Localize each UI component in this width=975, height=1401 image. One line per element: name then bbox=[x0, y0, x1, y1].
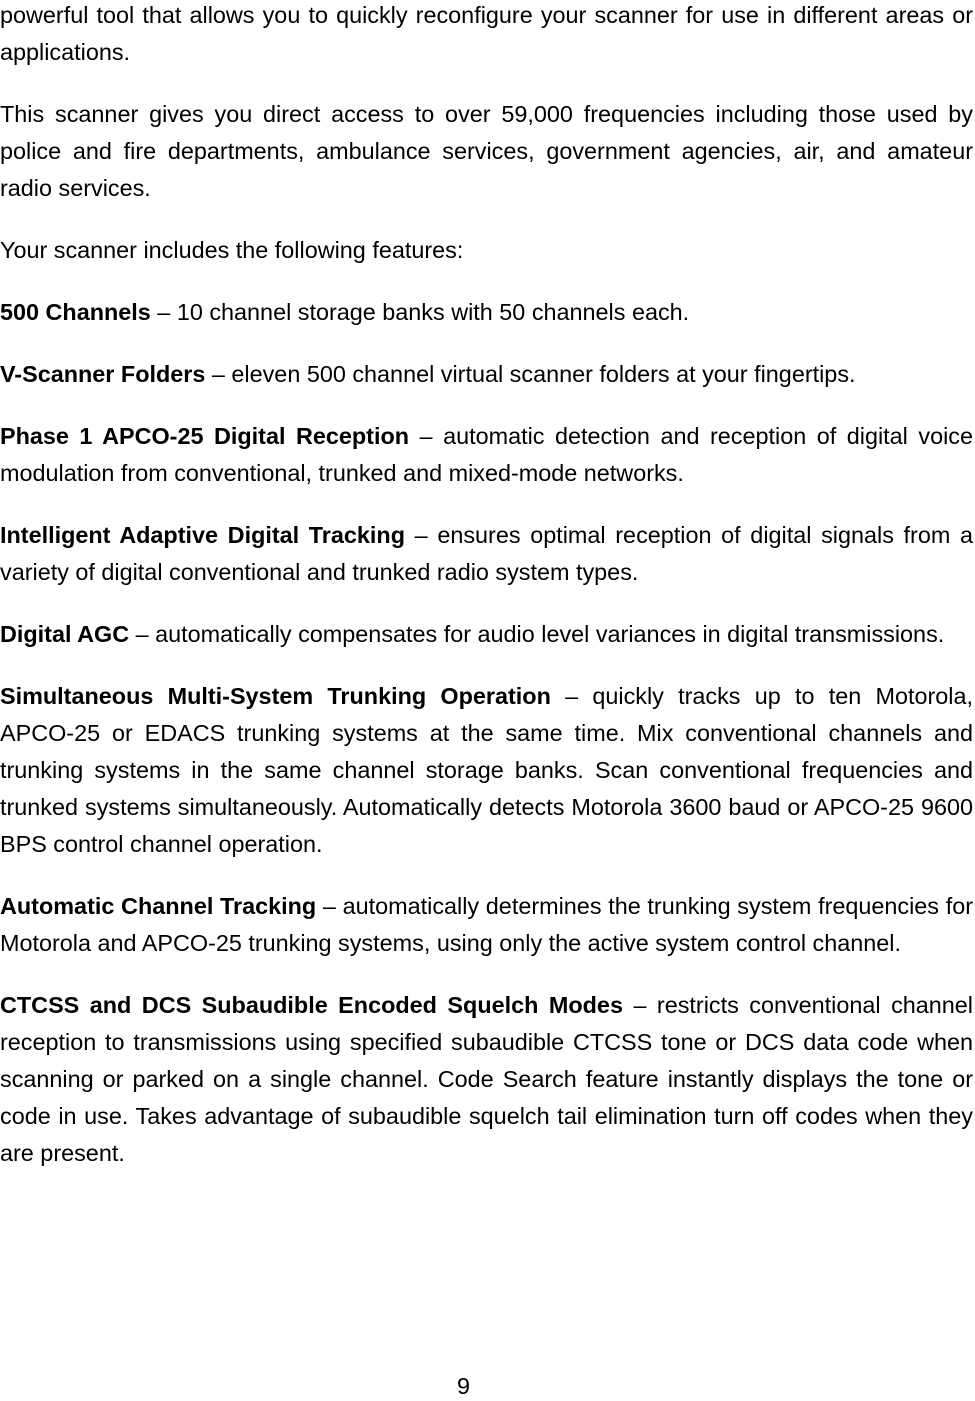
feature-automatic-channel-tracking bbox=[0, 888, 973, 962]
page-number: 9 bbox=[456, 1373, 470, 1399]
feature-term: Phase 1 APCO-25 Digital Reception bbox=[0, 423, 410, 449]
feature-term: CTCSS and DCS Subaudible Encoded Squelch Modes bbox=[0, 992, 623, 1018]
feature-term: Simultaneous Multi-System Trunking Operation bbox=[0, 683, 551, 709]
feature-term: V-Scanner Folders bbox=[0, 361, 206, 387]
feature-term: 500 Channels bbox=[0, 299, 151, 325]
feature-adaptive-digital-tracking bbox=[0, 517, 973, 591]
feature-term: Digital AGC bbox=[0, 621, 130, 647]
intro-continuation-paragraph: powerful tool that allows you to quickly reconfigure your scanner for use in different areas or applications. bbox=[0, 2, 973, 65]
feature-v-scanner-folders bbox=[0, 356, 973, 393]
feature-description: – restricts conventional channel reception to transmissions using specified subaudible CTCSS tone or DCS data code when scanning or parked on a single channel. Code Search feature instantly displays the tone or code in use. Takes advantage of subaudible squelch tail elimination turn off codes when they are present. bbox=[0, 992, 974, 1166]
frequency-access-paragraph: This scanner gives you direct access to over 59,000 frequencies including those used by police and fire departments, ambulance services, government agencies, air, and amateur radio services. bbox=[0, 101, 973, 201]
feature-description: – ensures optimal reception of digital signals from a variety of digital conventional and trunked radio system types. bbox=[0, 522, 973, 585]
features-lead-paragraph: Your scanner includes the following features: bbox=[0, 237, 464, 263]
feature-description: – automatically compensates for audio level variances in digital transmissions. bbox=[129, 621, 945, 647]
feature-multi-system-trunking bbox=[0, 678, 973, 863]
feature-description: – eleven 500 channel virtual scanner folders at your fingertips. bbox=[205, 361, 856, 387]
feature-description: – quickly tracks up to ten Motorola, APCO-25 or EDACS trunking systems at the same time. Mix conventional channels and trunking systems in the same channel storage banks. Scan conventional frequencies and trunked systems simultaneously. Automatically detects Motorola 3600 baud or APCO-25 9600 BPS control channel operation. bbox=[0, 683, 973, 857]
feature-description: – automatically determines the trunking system frequencies for Motorola and APCO-25 trunking systems, using only the active system control channel. bbox=[0, 893, 973, 956]
feature-ctcss-dcs-squelch bbox=[0, 987, 973, 1172]
feature-description: – automatic detection and reception of digital voice modulation from conventional, trunked and mixed-mode networks. bbox=[0, 423, 973, 486]
feature-term: Automatic Channel Tracking bbox=[0, 893, 317, 919]
feature-description: – 10 channel storage banks with 50 channels each. bbox=[150, 299, 690, 325]
feature-term: Intelligent Adaptive Digital Tracking bbox=[0, 522, 406, 548]
feature-apco-25-digital-reception bbox=[0, 418, 973, 492]
feature-digital-agc bbox=[0, 616, 973, 653]
feature-500-channels bbox=[0, 294, 973, 331]
